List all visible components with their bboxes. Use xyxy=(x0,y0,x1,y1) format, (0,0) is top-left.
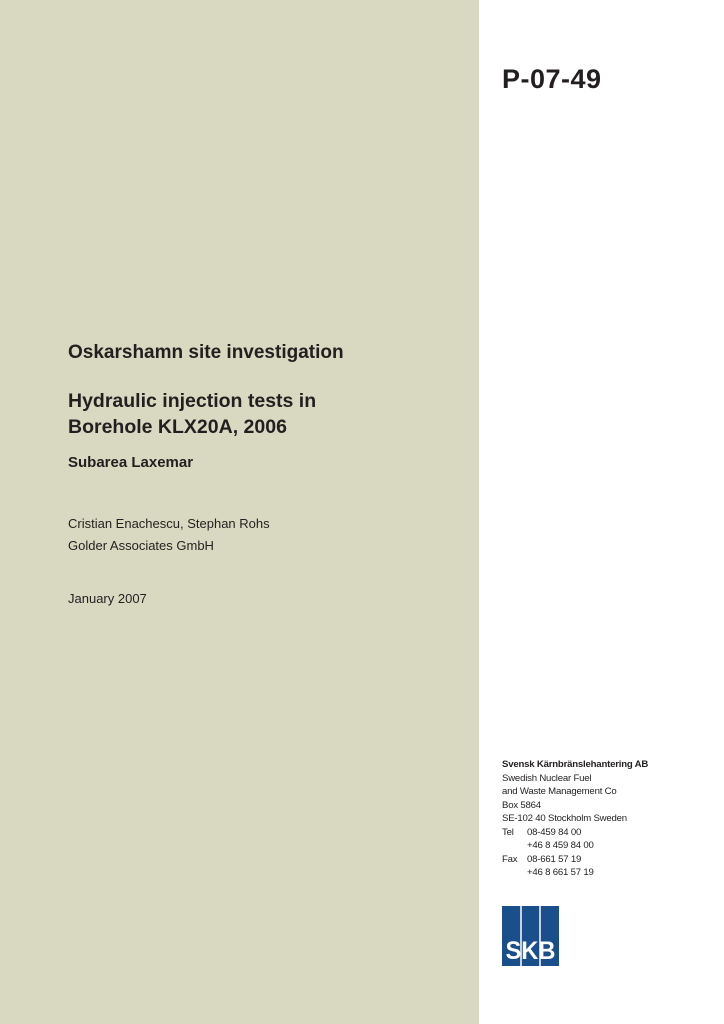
report-subtitle: Subarea Laxemar xyxy=(68,454,194,471)
tel-number-2: +46 8 459 84 00 xyxy=(527,840,594,851)
publisher-name: Svensk Kärnbränslehantering AB xyxy=(502,759,649,770)
fax-label: Fax xyxy=(502,853,518,865)
publisher-address-block xyxy=(502,758,648,880)
skb-logo xyxy=(502,906,559,966)
title-line: Hydraulic injection tests in xyxy=(68,390,317,412)
series-title: Oskarshamn site investigation xyxy=(68,342,344,363)
fax-row xyxy=(502,853,648,867)
publisher-box: Box 5864 xyxy=(502,799,541,811)
title-line: Borehole KLX20A, 2006 xyxy=(68,416,287,438)
publication-date: January 2007 xyxy=(68,591,147,606)
publisher-name-en-2: and Waste Management Co xyxy=(502,786,617,797)
tel-label: Tel xyxy=(502,826,514,838)
tel-row xyxy=(502,826,648,840)
authors: Cristian Enachescu, Stephan Rohs xyxy=(68,516,270,531)
publisher-address: SE-102 40 Stockholm Sweden xyxy=(502,813,627,824)
fax-number-2: +46 8 661 57 19 xyxy=(527,867,594,878)
logo-wordmark: SKB xyxy=(505,937,556,965)
report-number: P-07-49 xyxy=(502,64,602,94)
tel-row-2 xyxy=(502,839,648,853)
publisher-name-en-1: Swedish Nuclear Fuel xyxy=(502,772,592,784)
affiliation: Golder Associates GmbH xyxy=(68,538,214,553)
author-block xyxy=(68,513,270,557)
fax-row-2 xyxy=(502,866,648,880)
tel-number-1: 08-459 84 00 xyxy=(527,826,582,838)
fax-number-1: 08-661 57 19 xyxy=(527,853,582,865)
report-title xyxy=(68,388,468,440)
